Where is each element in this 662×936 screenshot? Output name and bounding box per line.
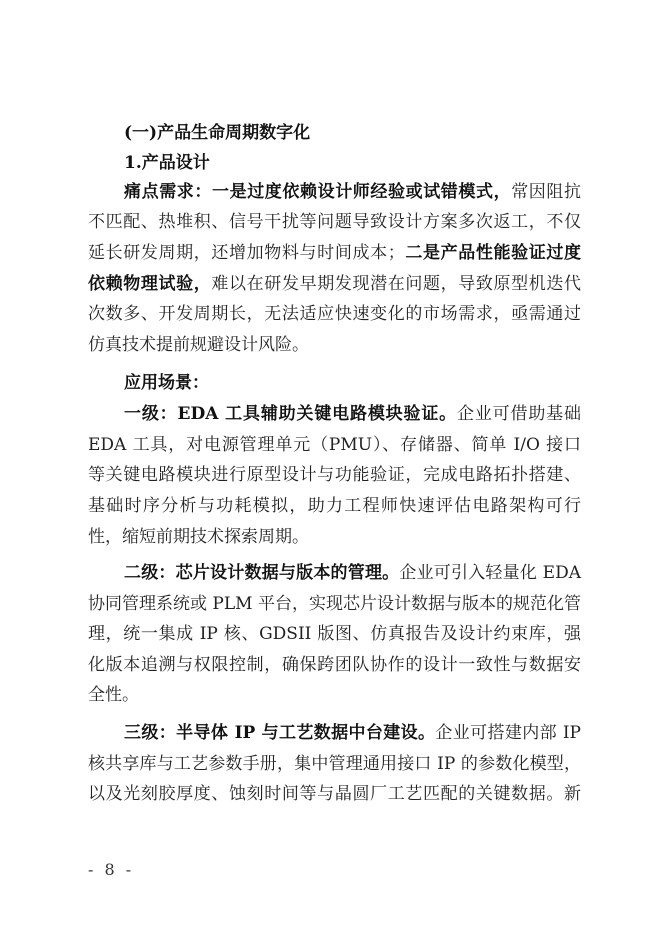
text-segment: 核共享库与工艺参数手册，集中管理通用接口 IP 的参数化模型， xyxy=(88,754,581,774)
text-segment: 次数多、开发周期长，无法适应快速变化的市场需求，亟需通过 xyxy=(88,304,581,324)
text-line xyxy=(88,653,581,677)
text-line xyxy=(88,210,581,234)
text-line xyxy=(88,433,581,457)
text-segment: 常因阻抗 xyxy=(511,182,582,202)
text-segment: 企业可搭建内部 IP xyxy=(435,723,581,743)
bold-text: 二级：芯片设计数据与版本的管理。 xyxy=(124,563,400,583)
text-line xyxy=(88,241,581,265)
text-line xyxy=(88,494,581,518)
bold-text: (一)产品生命周期数字化 xyxy=(124,123,311,143)
bold-text: 一级：EDA 工具辅助关键电路模块验证。 xyxy=(124,404,457,424)
text-segment: 全性。 xyxy=(88,685,139,705)
text-line xyxy=(88,333,309,357)
text-segment: 等关键电路模块进行原型设计与功能验证，完成电路拓扑搭建、 xyxy=(88,465,581,485)
text-line xyxy=(88,683,139,707)
bold-text: 三级：半导体 IP 与工艺数据中台建设。 xyxy=(124,723,436,743)
text-line xyxy=(88,782,581,806)
text-line xyxy=(124,121,310,145)
text-line xyxy=(88,272,581,296)
text-segment: 以及光刻胶厚度、蚀刻时间等与晶圆厂工艺匹配的关键数据。新 xyxy=(88,784,581,804)
text-segment: EDA 工具，对电源管理单元（PMU）、存储器、简单 I/O 接口 xyxy=(88,435,581,455)
page-number: - 8 - xyxy=(88,860,135,879)
text-segment: 不匹配、热堆积、信号干扰等问题导致设计方案多次返工，不仅 xyxy=(88,212,581,232)
text-segment: 协同管理系统或 PLM 平台，实现芯片设计数据与版本的规范化管 xyxy=(88,594,581,614)
bold-text: 应用场景： xyxy=(124,373,209,393)
text-segment: 延长研发周期，还增加物料与时间成本； xyxy=(88,243,405,263)
text-line xyxy=(88,302,581,326)
bold-text: 二是产品性能验证过度 xyxy=(404,243,581,263)
bold-text: 依赖物理试验， xyxy=(88,274,212,294)
text-line xyxy=(124,561,581,585)
text-segment: 企业可借助基础 xyxy=(457,404,582,424)
text-segment: 化版本追溯与权限控制，确保跨团队协作的设计一致性与数据安 xyxy=(88,655,581,675)
text-line xyxy=(88,525,309,549)
text-line xyxy=(124,402,581,426)
bold-text: 1.产品设计 xyxy=(124,153,210,173)
text-line xyxy=(88,592,581,616)
text-segment: 企业可引入轻量化 EDA xyxy=(399,563,581,583)
text-line xyxy=(124,721,581,745)
text-line xyxy=(124,180,581,204)
text-line xyxy=(88,752,581,776)
text-segment: 仿真技术提前规避设计风险。 xyxy=(88,335,309,355)
text-segment: 性，缩短前期技术探索周期。 xyxy=(88,527,309,547)
text-line xyxy=(124,371,209,395)
text-segment: 难以在研发早期发现潜在问题，导致原型机迭代 xyxy=(211,274,582,294)
text-segment: 基础时序分析与功耗模拟，助力工程师快速评估电路架构可行 xyxy=(88,496,581,516)
text-line xyxy=(88,463,581,487)
text-line xyxy=(88,622,581,646)
text-line xyxy=(124,151,210,175)
bold-text: 痛点需求：一是过度依赖设计师经验或试错模式， xyxy=(124,182,512,202)
text-segment: 理，统一集成 IP 核、GDSII 版图、仿真报告及设计约束库，强 xyxy=(88,624,581,644)
